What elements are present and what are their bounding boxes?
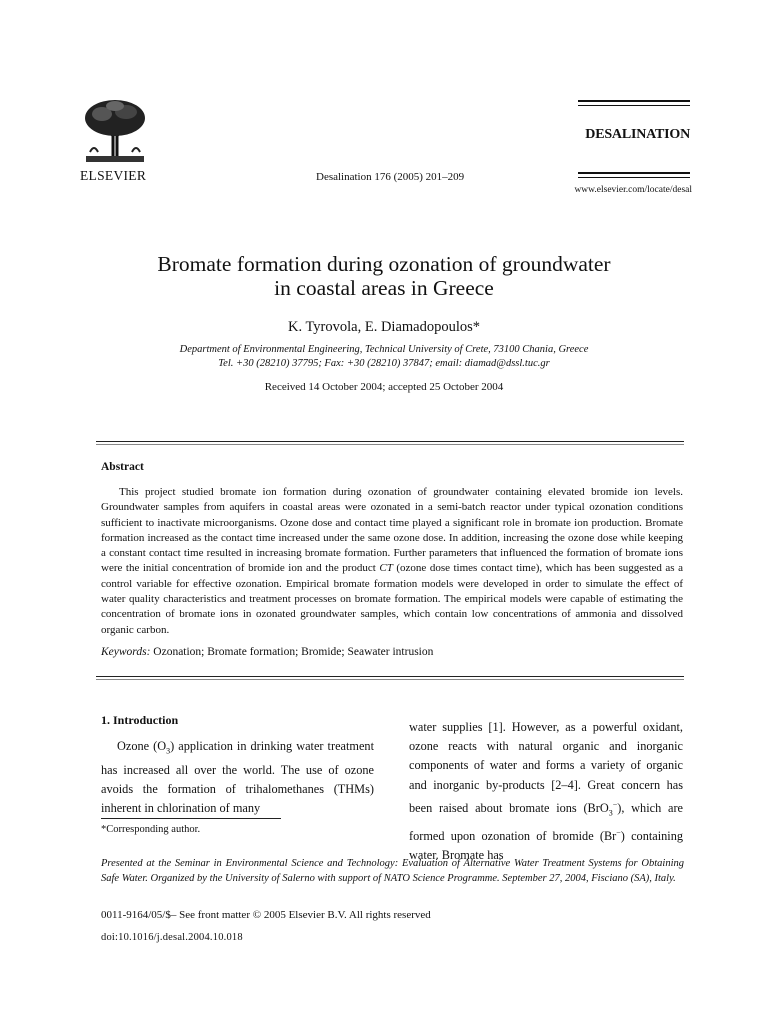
- abstract-rule-bottom-2: [96, 679, 684, 680]
- article-title-line-1: Bromate formation during ozonation of groundwater: [157, 252, 611, 276]
- abstract-rule-top-2: [96, 444, 684, 445]
- journal-rule-top-thin: [578, 105, 690, 106]
- publisher-name: ELSEVIER: [80, 168, 147, 183]
- intro-right-text-1: water supplies [1]. However, as a powerful oxidant, ozone reacts with natural organic and inorganic components of water and forms a variety of organic and inorganic by-products [2–4]. Great concern has been raised about bromate ions (BrO: [409, 720, 683, 815]
- bromate-subscript: 3: [608, 808, 613, 818]
- section-heading-introduction: 1. Introduction: [101, 713, 179, 727]
- intro-left-text-2: ) application in drinking water treatment has increased all over the world. The use of ozone avoids the formation of trihalomethanes (THMs) inherent in chlorination of many: [101, 739, 374, 816]
- article-authors: K. Tyrovola, E. Diamadopoulos*: [287, 319, 481, 335]
- intro-right-text-3: ) containing water. Bromate has: [409, 828, 683, 862]
- journal-rule-top: [578, 100, 690, 102]
- keywords-label: Keywords:: [101, 646, 151, 658]
- bromide-superscript: −: [616, 827, 621, 837]
- journal-url[interactable]: www.elsevier.com/locate/desal: [574, 185, 692, 195]
- presented-at-note: Presented at the Seminar in Environmental Science and Technology: Evaluation of Alternative Water Treatment Systems for Obtaining Safe Water. Organized by the University of Salerno with support of NATO Science Programme. September 27, 2004, Fisciano (SA), Italy.: [101, 858, 684, 885]
- ozone-subscript: 3: [166, 746, 171, 756]
- keywords-line: [101, 646, 433, 658]
- abstract-rule-top: [96, 441, 684, 442]
- affiliation-line-2: Tel. +30 (28210) 37795; Fax: +30 (28210) 37847; email: diamad@dssl.tuc.gr: [218, 358, 550, 369]
- journal-rule-bottom: [578, 172, 690, 174]
- doi-line[interactable]: doi:10.1016/j.desal.2004.10.018: [101, 932, 243, 943]
- intro-right-text-2: ), which are formed upon ozonation of bromide (Br: [409, 800, 683, 843]
- abstract-text: [101, 485, 683, 638]
- article-title: [0, 252, 768, 300]
- bromate-superscript: −: [612, 799, 618, 809]
- journal-rule-bottom-thin: [578, 177, 690, 178]
- elsevier-tree-logo-icon: [80, 96, 150, 166]
- intro-left-text-1: Ozone (O: [117, 739, 167, 753]
- issn-line: 0011-9164/05/$– See front matter © 2005 Elsevier B.V. All rights reserved: [101, 909, 431, 921]
- corresponding-author-footnote: *Corresponding author.: [101, 824, 201, 835]
- received-dates: Received 14 October 2004; accepted 25 October 2004: [264, 381, 504, 393]
- article-title-line-2: in coastal areas in Greece: [274, 276, 494, 300]
- footnote-rule: [101, 818, 281, 819]
- abstract-rule-bottom: [96, 676, 684, 677]
- affiliation-line-1: Department of Environmental Engineering, Technical University of Crete, 73100 Chania, Greece: [179, 344, 589, 355]
- journal-citation: Desalination 176 (2005) 201–209: [316, 171, 465, 183]
- keywords-list: Ozonation; Bromate formation; Bromide; Seawater intrusion: [153, 646, 434, 658]
- abstract-ct-term: CT: [379, 562, 393, 575]
- abstract-text-part-2: (ozone dose times contact time), which has been suggested as a control variable for effective ozonation. Empirical bromate formation models were developed in order to simulate the effect of water quality characteristics and treatment processes on bromate formation. The empirical models were capable of estimating the concentration of bromate ions in ozonated groundwater samples, which contain low concentrations of ammonia and dissolved organic carbon.: [101, 562, 683, 636]
- intro-left-column-text: [101, 737, 374, 818]
- abstract-heading: Abstract: [101, 461, 144, 473]
- journal-name: DESALINATION: [585, 127, 690, 142]
- author-affiliation: [0, 343, 768, 371]
- abstract-text-part-1: This project studied bromate ion formation during ozonation of groundwater containing elevated bromide ion levels. Groundwater samples from aquifers in coastal areas were ozonated in a semi-batch reactor under typical ozonation conditions sufficient to inactivate microorganisms. Ozone dose and contact time played a significant role in bromate ion production. Bromate formation increased as the contact time increased under the same ozone dose. In addition, increasing the ozone dose while keeping a constant contact time resulted in increasing bromate formation. Further parameters that influenced the formation of bromate ions were the initial concentration of bromide ion and the product: [101, 486, 683, 575]
- intro-right-column-text: [409, 718, 683, 865]
